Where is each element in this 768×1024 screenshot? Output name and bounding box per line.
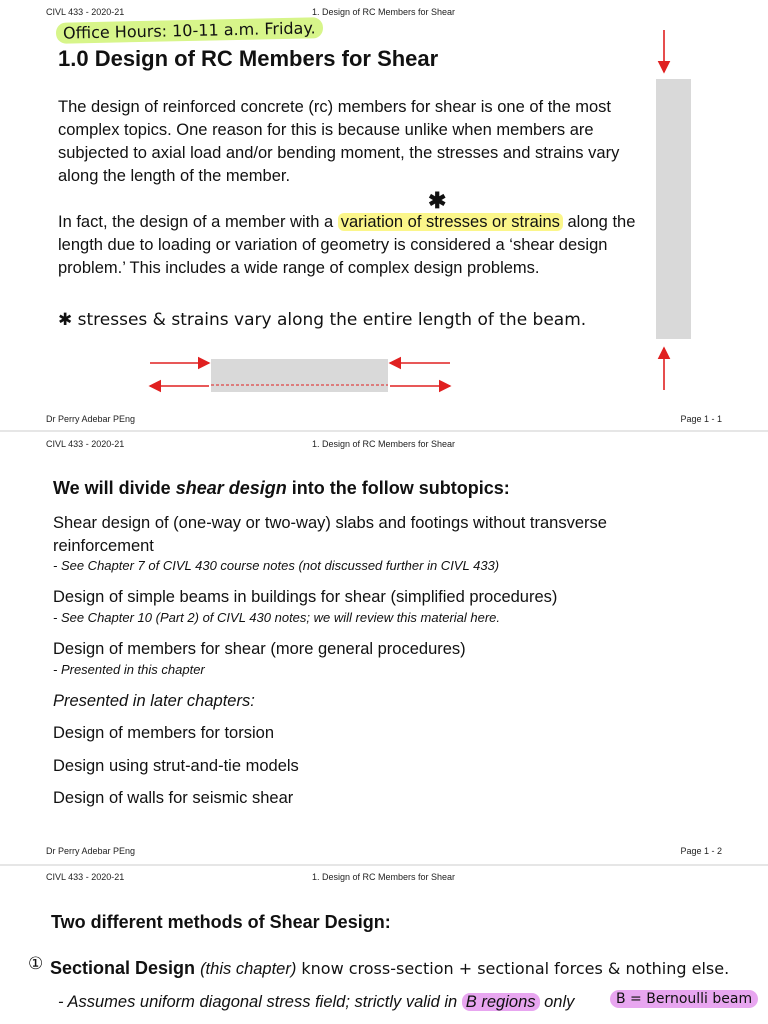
- sectional-design-term: Sectional Design: [50, 958, 196, 978]
- subtopic-strut-tie: Design using strut-and-tie models: [53, 757, 299, 775]
- sectional-handwritten-note: know cross-section + sectional forces & nothing else.: [301, 959, 730, 978]
- header-course: CIVL 433 - 2020-21: [46, 7, 125, 17]
- slide-page-2: [0, 432, 768, 864]
- sectional-design-paren: (this chapter): [200, 960, 297, 978]
- subtopic-torsion: Design of members for torsion: [53, 724, 275, 742]
- header-chapter: 1. Design of RC Members for Shear: [312, 7, 456, 17]
- para2-text-b: along the length due to loading or variation of geometry is considered a ‘shear design problem.’ This includes a wide range of complex design problems.: [58, 213, 636, 277]
- subtopics-heading: [53, 478, 510, 499]
- highlighted-phrase: variation of stresses or strains: [338, 213, 563, 231]
- sectional-design-line: [50, 958, 729, 979]
- header-chapter: 1. Design of RC Members for Shear: [312, 872, 456, 882]
- header-chapter: 1. Design of RC Members for Shear: [312, 439, 456, 449]
- intro-paragraph: The design of reinforced concrete (rc) members for shear is one of the most complex topics. One reason for this is because unlike when members are subjected to axial load and/or bending moment, the stresses and strains vary along the length of the member.: [58, 98, 620, 185]
- subtopic-general-note: - Presented in this chapter: [53, 662, 205, 677]
- para2-text-a: In fact, the design of a member with a: [58, 213, 338, 231]
- subtopic-slabs: Shear design of (one-way or two-way) slabs and footings without transverse reinforcement: [53, 514, 607, 555]
- bullet-text-b: only: [539, 993, 575, 1011]
- office-hours-note: Office Hours: 10-11 a.m. Friday.: [56, 17, 323, 44]
- footer-author: Dr Perry Adebar PEng: [46, 414, 136, 424]
- bernoulli-note: B = Bernoulli beam: [610, 990, 758, 1008]
- heading-text-b: into the follow subtopics:: [286, 478, 510, 498]
- bullet-text-a: - Assumes uniform diagonal stress field; strictly valid in: [58, 993, 462, 1011]
- subtopic-seismic-walls: Design of walls for seismic shear: [53, 789, 294, 807]
- subtopic-general: Design of members for shear (more general procedures): [53, 640, 466, 658]
- subtopic-slabs-note: - See Chapter 7 of CIVL 430 course notes (not discussed further in CIVL 433): [53, 558, 500, 573]
- asterisk-mark: ✱: [428, 188, 447, 213]
- header-course: CIVL 433 - 2020-21: [46, 872, 125, 882]
- later-chapters-label: Presented in later chapters:: [53, 692, 255, 710]
- assumption-bullet: [58, 993, 574, 1012]
- page-number: Page 1 - 1: [680, 414, 722, 424]
- slide-page-3: [0, 866, 768, 1024]
- slide-page-1: [0, 0, 768, 430]
- number-one-marker: ①: [28, 954, 44, 974]
- heading-emphasis: shear design: [175, 478, 287, 498]
- methods-heading: Two different methods of Shear Design:: [51, 912, 391, 932]
- force-arrows-diagram: [0, 0, 768, 430]
- page-number: Page 1 - 2: [680, 846, 722, 856]
- heading-text-a: We will divide: [53, 478, 176, 498]
- page-title: 1.0 Design of RC Members for Shear: [58, 46, 439, 71]
- footer-author: Dr Perry Adebar PEng: [46, 846, 136, 856]
- subtopic-simple-beams-note: - See Chapter 10 (Part 2) of CIVL 430 notes; we will review this material here.: [53, 610, 501, 625]
- handwritten-note: ✱ stresses & strains vary along the entire length of the beam.: [58, 310, 587, 330]
- header-course: CIVL 433 - 2020-21: [46, 439, 125, 449]
- subtopic-simple-beams: Design of simple beams in buildings for shear (simplified procedures): [53, 588, 558, 606]
- b-regions-highlight: B regions: [462, 993, 540, 1011]
